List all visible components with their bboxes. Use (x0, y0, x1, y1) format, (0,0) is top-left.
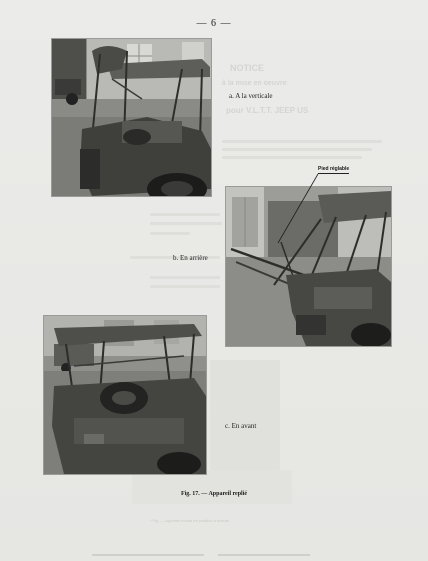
bleed-through-line (222, 156, 362, 159)
figure-caption: Fig. 17. — Appareil replié (180, 491, 248, 497)
bleed-through-line (150, 276, 220, 279)
photo-vertical-position (52, 39, 211, 196)
caption-front: c. En avant (225, 422, 257, 430)
bleed-through-line (150, 222, 222, 225)
bleed-through-image (210, 360, 280, 470)
bleed-through-line (150, 285, 220, 288)
bleed-through-text: pour V.L.T.T. JEEP US (226, 106, 309, 115)
jeep-front-photo (44, 316, 206, 474)
page-number: — 6 — (196, 18, 232, 29)
scan-edge-mark (92, 554, 204, 556)
photo-front-position (44, 316, 206, 474)
caption-rear: b. En arrière (173, 254, 208, 262)
jeep-rear-photo (226, 187, 391, 346)
bleed-through-line (222, 140, 382, 143)
photo-rear-position (226, 187, 391, 346)
bleed-through-text: à la mise en oeuvre (222, 80, 287, 87)
bleed-through-text: NOTICE (230, 63, 265, 73)
scan-edge-mark (218, 554, 310, 556)
bleed-through-line (222, 148, 372, 151)
jeep-vertical-photo (52, 39, 211, 196)
bleed-through-line (150, 232, 190, 235)
callout-adjustable-foot: Pied réglable (318, 166, 350, 172)
bleed-through-line (150, 213, 220, 216)
bleed-through-image (132, 470, 292, 504)
bleed-through-footer: * Fig. — Appareil monté en position d'écoute (150, 518, 229, 523)
caption-vertical: a. A la verticale (229, 92, 273, 100)
